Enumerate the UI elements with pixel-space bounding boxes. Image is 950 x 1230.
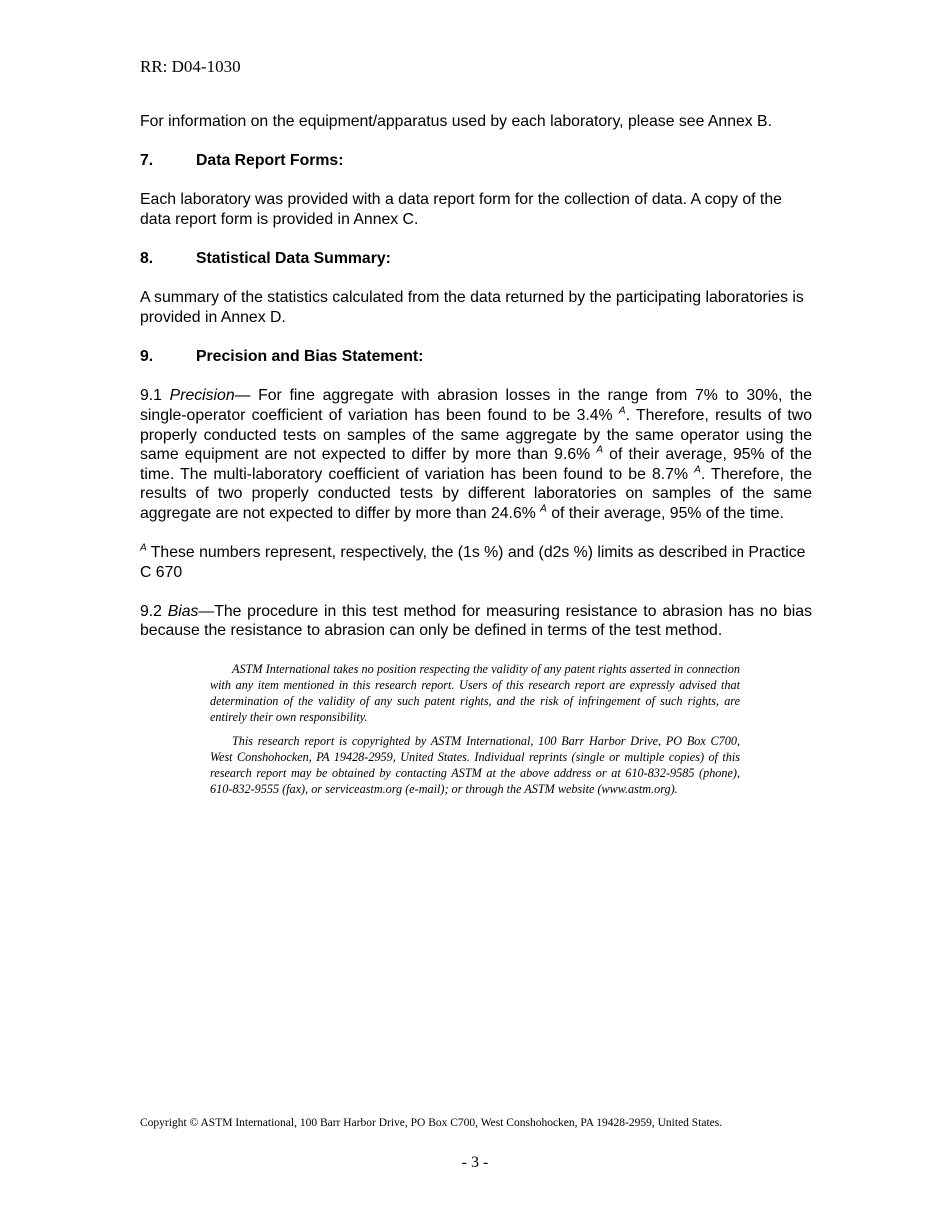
section-9-heading bbox=[140, 347, 812, 367]
section-7-title: Data Report Forms: bbox=[196, 152, 344, 170]
patent-notice: ASTM International takes no position respecting the validity of any patent rights asserted in connection with any item mentioned in this research report. Users of this research report are expressly advised that determination of the validity of any such patent rights, and the risk of infringement of such rights, are entirely their own responsibility. bbox=[210, 661, 740, 724]
bias-prefix: 9.2 bbox=[140, 602, 168, 620]
precision-text-5: of their average, 95% of the time. bbox=[546, 504, 784, 522]
precision-text-4: . Therefore, the results of two properly conducted tests by different laboratories on samples of the same aggregate are not expected to differ by more than 24.6% bbox=[140, 465, 813, 522]
precision-text-1: — For fine aggregate with abrasion losses in the range from 7% to 30%, the single-operator coefficient of variation has been found to be 3.4% bbox=[140, 387, 812, 424]
footnote-ref-4: A bbox=[540, 503, 547, 515]
page-number: - 3 - bbox=[461, 1154, 489, 1171]
footnote-text: These numbers represent, respectively, the (1s %) and (d2s %) limits as described in Practice C 670 bbox=[140, 544, 806, 581]
section-9-number: 9. bbox=[140, 348, 154, 366]
precision-text-3: of their average, 95% of the time. The multi-laboratory coefficient of variation has been found to be 8.7% bbox=[140, 446, 813, 483]
section-8-number: 8. bbox=[140, 250, 154, 268]
precision-text-2: . Therefore, results of two properly conducted tests on samples of the same aggregate by the same operator using the same equipment are not expected to differ by more than 9.6% bbox=[140, 406, 812, 464]
section-7-heading bbox=[140, 151, 812, 171]
legal-notices bbox=[210, 661, 740, 797]
bias-paragraph bbox=[140, 602, 812, 641]
footnote-ref-1: A bbox=[618, 405, 626, 417]
section-7-number: 7. bbox=[140, 152, 154, 170]
copyright-notice: This research report is copyrighted by ASTM International, 100 Barr Harbor Drive, PO Box C700, West Conshohocken, PA 19428-2959, United States. Individual reprints (single or multiple copies) of this research report may be obtained by contacting ASTM at the above address or at 610-832-9585 (phone), 610-832-9555 (fax), or serviceastm.org (e-mail); or through the ASTM website (www.astm.org). bbox=[210, 733, 740, 796]
footnote-ref-3: A bbox=[694, 464, 701, 476]
bias-term: Bias bbox=[167, 602, 199, 620]
bias-text: —The procedure in this test method for measuring resistance to abrasion has no bias because the resistance to abrasion can only be defined in terms of the test method. bbox=[140, 602, 812, 640]
document-body bbox=[140, 112, 812, 805]
section-9-title: Precision and Bias Statement: bbox=[196, 348, 424, 366]
precision-paragraph bbox=[140, 386, 812, 523]
precision-term: Precision bbox=[169, 387, 235, 405]
footnote-ref-2: A bbox=[596, 444, 604, 456]
footer-copyright: Copyright © ASTM International, 100 Barr Harbor Drive, PO Box C700, West Conshohocken, PA 19428-2959, United States. bbox=[140, 1117, 723, 1129]
precision-prefix: 9.1 bbox=[140, 387, 170, 405]
footnote-paragraph bbox=[140, 543, 812, 582]
footnote-marker: A bbox=[140, 542, 147, 554]
equipment-intro-paragraph: For information on the equipment/apparatus used by each laboratory, please see Annex B. bbox=[140, 113, 772, 130]
report-id-header: RR: D04-1030 bbox=[140, 57, 241, 76]
section-8-heading bbox=[140, 249, 812, 269]
section-8-title: Statistical Data Summary: bbox=[196, 250, 391, 268]
section-8-body: A summary of the statistics calculated from the data returned by the participating laboratories is provided in Annex D. bbox=[140, 289, 804, 326]
section-7-body: Each laboratory was provided with a data report form for the collection of data. A copy of the data report form is provided in Annex C. bbox=[140, 191, 782, 228]
